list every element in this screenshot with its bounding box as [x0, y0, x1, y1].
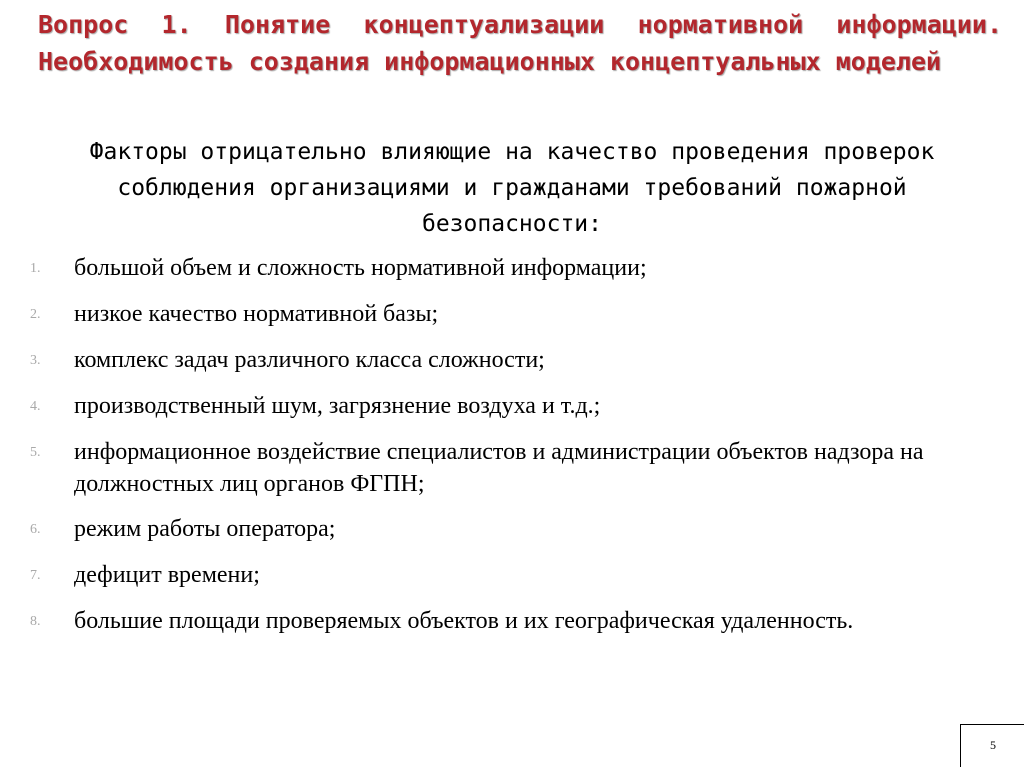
- list-item-text: дефицит времени;: [74, 562, 260, 588]
- list-item: [30, 436, 990, 500]
- list-item-text: производственный шум, загрязнение воздуха и т.д.;: [74, 393, 601, 419]
- list-item-number: 1.: [30, 261, 41, 276]
- list-item-number: 6.: [30, 522, 41, 537]
- list-item: [30, 559, 990, 592]
- list-item: [30, 513, 990, 546]
- list-item-number: 4.: [30, 399, 41, 414]
- list-item-text: режим работы оператора;: [74, 516, 336, 542]
- list-item-text: низкое качество нормативной базы;: [74, 301, 439, 327]
- page-number: 5: [990, 738, 996, 752]
- list-item: [30, 605, 990, 638]
- slide-title: Вопрос 1. Понятие концептуализации нормативной информации. Необходимость создания информационных концептуальных моделей: [38, 10, 1002, 76]
- list-item-number: 3.: [30, 353, 41, 368]
- list-item-number: 7.: [30, 568, 41, 583]
- list-item-text: информационное воздействие специалистов и администрации объектов надзора на должностных лиц органов ФГПН;: [74, 439, 924, 497]
- list-item-number: 2.: [30, 307, 41, 322]
- list-item-number: 5.: [30, 445, 41, 460]
- list-item: [30, 344, 990, 377]
- list-item-number: 8.: [30, 614, 41, 629]
- page-number-box: [960, 724, 1024, 767]
- list-item-text: комплекс задач различного класса сложности;: [74, 347, 545, 373]
- factors-heading: Факторы отрицательно влияющие на качество проведения проверок соблюдения организациями и гражданами требований пожарной безопасности:: [89, 139, 935, 237]
- list-item: [30, 390, 990, 423]
- factors-list: [30, 252, 990, 651]
- list-item: [30, 252, 990, 285]
- list-item-text: большой объем и сложность нормативной информации;: [74, 255, 647, 281]
- list-item: [30, 298, 990, 331]
- list-item-text: большие площади проверяемых объектов и их географическая удаленность.: [74, 608, 854, 634]
